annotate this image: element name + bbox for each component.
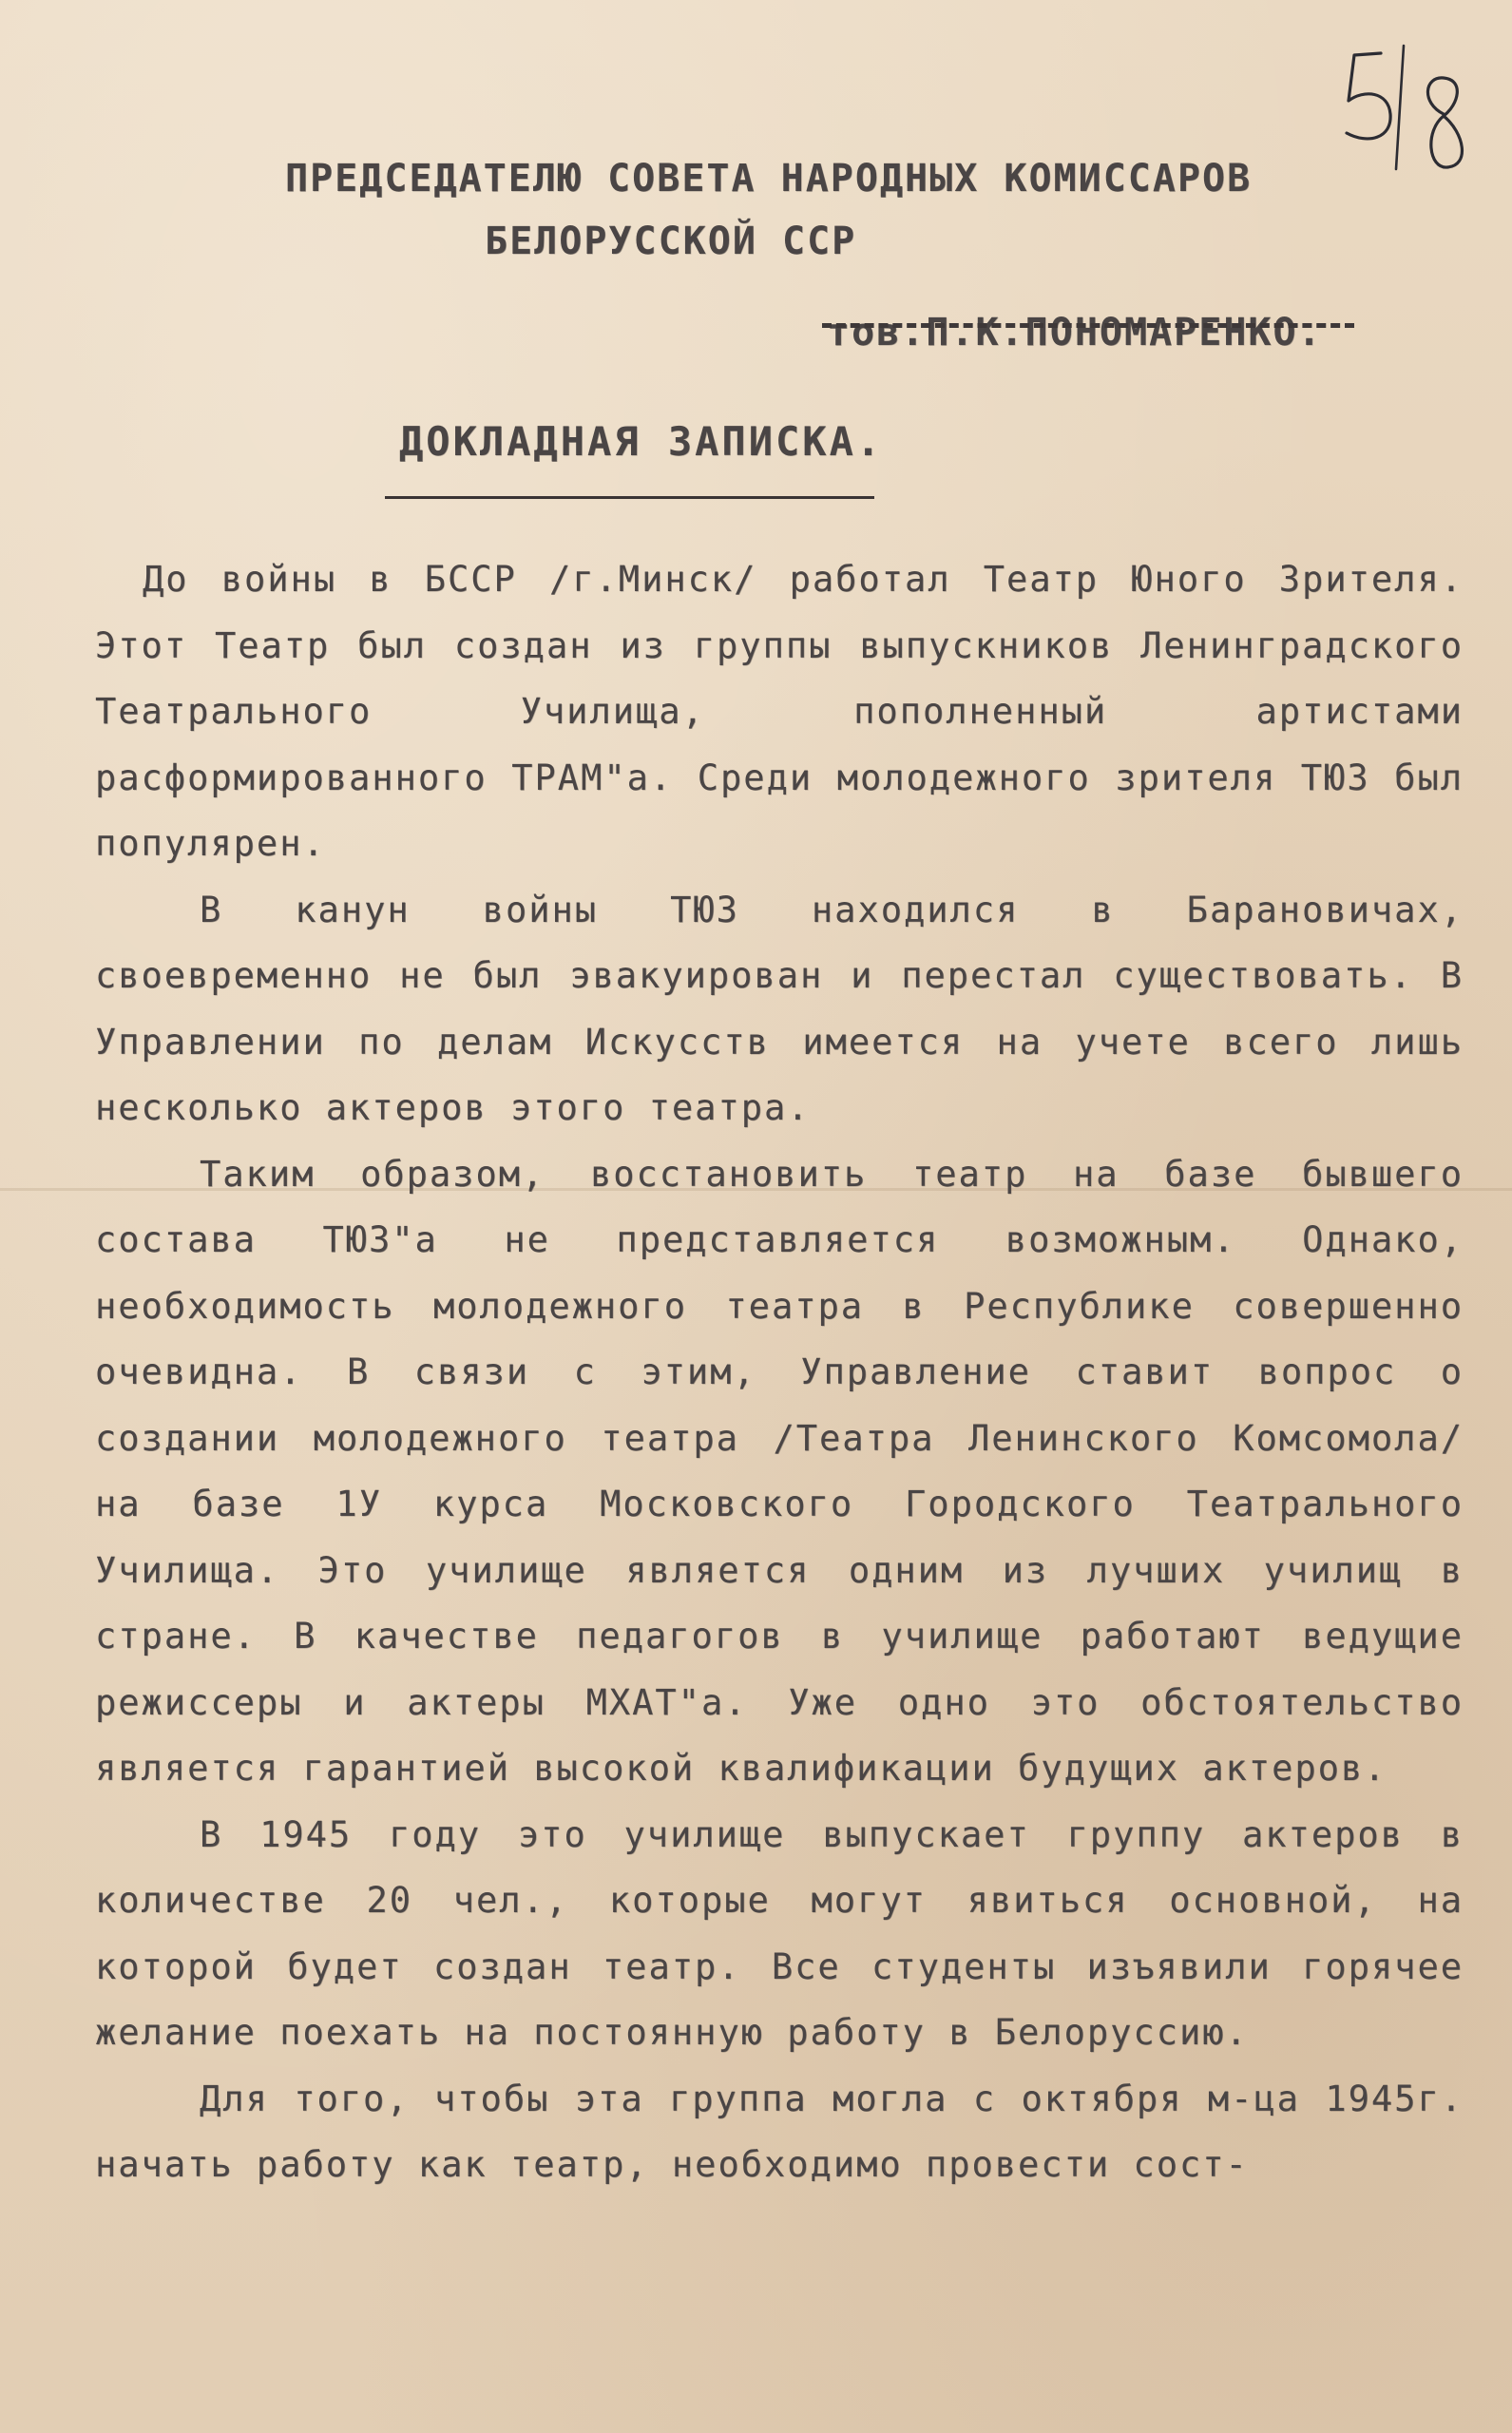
document-title: ДОКЛАДНАЯ ЗАПИСКА. bbox=[399, 418, 884, 465]
addressee-line-1: ПРЕДСЕДАТЕЛЮ СОВЕТА НАРОДНЫХ КОМИССАРОВ bbox=[285, 157, 1253, 201]
archive-number-mark bbox=[1326, 27, 1487, 188]
addressee-name: тов.П.К.ПОНОМАРЕНКО. bbox=[827, 311, 1323, 354]
body-text bbox=[95, 546, 1464, 2198]
paragraph-1: До войны в БССР /г.Минск/ работал Театр Юного Зрителя. Этот Театр был создан из группы выпускников Ленинградского Театрального Училища, пополненный артистами расформированного ТРАМ"а. Среди молодежного зрителя ТЮЗ был популярен. bbox=[95, 559, 1464, 864]
title-underline bbox=[385, 496, 874, 499]
paragraph-2: В канун войны ТЮЗ находился в Барановичах, своевременно не был эвакуирован и перестал существовать. В Управлении по делам Искусств имеется на учете всего лишь несколько актеров этого театра. bbox=[95, 889, 1464, 1128]
paragraph-3: Таким образом, восстановить театр на базе бывшего состава ТЮЗ"а не представляется возможным. Однако, необходимость молодежного театра в Республике совершенно очевидна. В связи с этим, Управление ставит вопрос о создании молодежного театра /Театра Ленинского Комсомола/ на базе 1У курса Московского Городского Театрального Училища. Это училище является одним из лучших училищ в стране. В качестве педагогов в училище работают ведущие режиссеры и актеры МХАТ"а. Уже одно это обстоятельство является гарантией высокой квалификации будущих актеров. bbox=[95, 1153, 1464, 1789]
addressee-block bbox=[285, 147, 1323, 364]
paragraph-4: В 1945 году это училище выпускает группу актеров в количестве 20 чел., которые могут явиться основной, на которой будет создан театр. Все студенты изъявили горячее желание поехать на постоянную работу в Белоруссию. bbox=[95, 1813, 1464, 2053]
addressee-line-2: БЕЛОРУССКОЙ ССР bbox=[485, 220, 857, 263]
paragraph-5: Для того, чтобы эта группа могла с октября м-ца 1945г. начать работу как театр, необходимо провести сост- bbox=[95, 2078, 1464, 2185]
addressee-underline bbox=[822, 323, 1354, 328]
